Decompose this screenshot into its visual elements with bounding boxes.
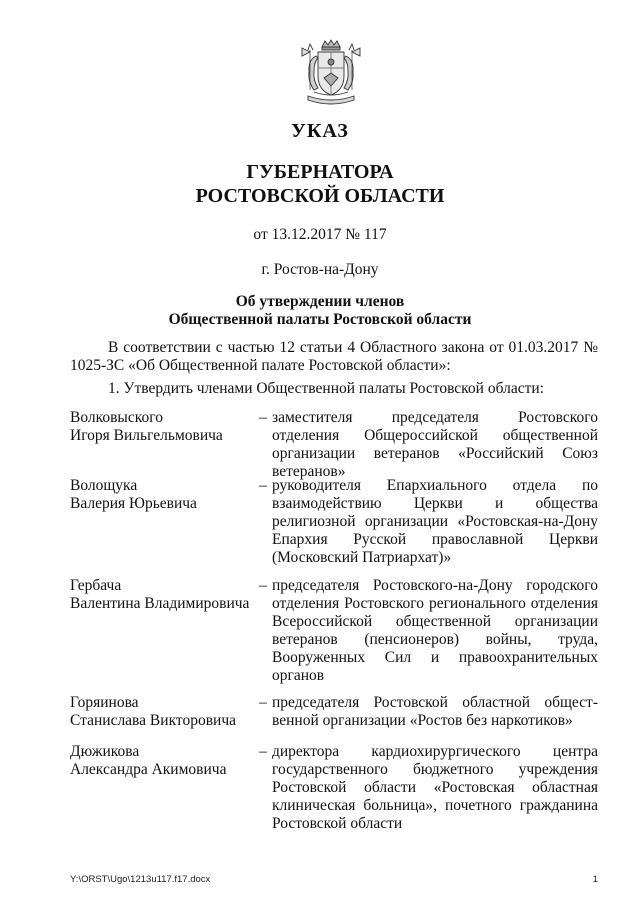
member-name <box>70 409 250 445</box>
authority-line-2: РОСТОВСКОЙ ОБЛАСТИ <box>195 185 445 207</box>
member-name <box>70 577 250 613</box>
decree-subject <box>40 293 600 329</box>
decree-city: г. Ростов-на-Дону <box>261 261 379 278</box>
member-given-names: Игоря Вильгельмовича <box>70 427 223 444</box>
subject-line-2: Общественной палаты Ростовской области <box>168 311 472 328</box>
member-position: председателя Ростовского-на-Дону городского отделения Ростовского регионального отделения Всероссийской общественной организации ветеранов (пенсионеров) войны, труда, Вооруженных Сил и правоохранительных органов <box>272 577 598 684</box>
member-name <box>70 743 250 779</box>
subject-line-1: Об утверждении членов <box>235 293 405 310</box>
member-position: руководителя Епархиального отдела по взаимодействию Церкви и общества религиозной организации «Ростовская-на-Дону Епархия Русской православной Церкви (Московский Патриархат)» <box>272 477 598 566</box>
member-given-names: Валентина Владимировича <box>70 595 250 612</box>
member-position: директора кардиохирургического центра государственного бюджетного учреждения Ростовской области «Ростовская областная клиническая больница», почетного гражданина Ростовской области <box>272 743 598 832</box>
member-surname: Горяинова <box>70 694 139 711</box>
member-given-names: Александра Акимовича <box>70 761 227 778</box>
coat-of-arms-emblem <box>296 38 366 110</box>
member-surname: Волковыского <box>70 409 163 426</box>
intro-paragraph <box>70 339 598 375</box>
decree-title: УКАЗ <box>291 120 349 142</box>
member-given-names: Станислава Викторовича <box>70 712 236 729</box>
page-number: 1 <box>592 874 598 885</box>
file-path-footer: Y:\ORST\Ugo\1213u117.f17.docx <box>70 874 211 885</box>
member-surname: Гербача <box>70 577 122 594</box>
member-surname: Волощука <box>70 477 138 494</box>
dash-separator: – <box>259 577 267 594</box>
dash-separator: – <box>259 743 267 760</box>
authority-line-1: ГУБЕРНАТОРА <box>246 161 394 183</box>
dash-separator: – <box>259 409 267 426</box>
member-given-names: Валерия Юрьевича <box>70 495 197 512</box>
member-name <box>70 477 250 513</box>
member-position: заместителя председателя Ростовского отделения Общероссийской общественной организации ветеранов «Российский Союз ветеранов» <box>272 409 598 480</box>
decree-date-number: от 13.12.2017 № 117 <box>253 226 387 243</box>
member-position: председателя Ростовской областной общест-венной организации «Ростов без наркотиков» <box>272 694 598 729</box>
member-name <box>70 694 250 730</box>
member-surname: Дюжикова <box>70 743 140 760</box>
intro-text: В соответствии с частью 12 статьи 4 Областного закона от 01.03.2017 № 1025-ЗС «Об Общественной палате Ростовской области»: <box>70 339 598 374</box>
dash-separator: – <box>259 694 267 711</box>
issuing-authority <box>40 160 600 208</box>
dash-separator: – <box>259 477 267 494</box>
item-1-paragraph: 1. Утвердить членами Общественной палаты Ростовской области: <box>108 380 544 397</box>
